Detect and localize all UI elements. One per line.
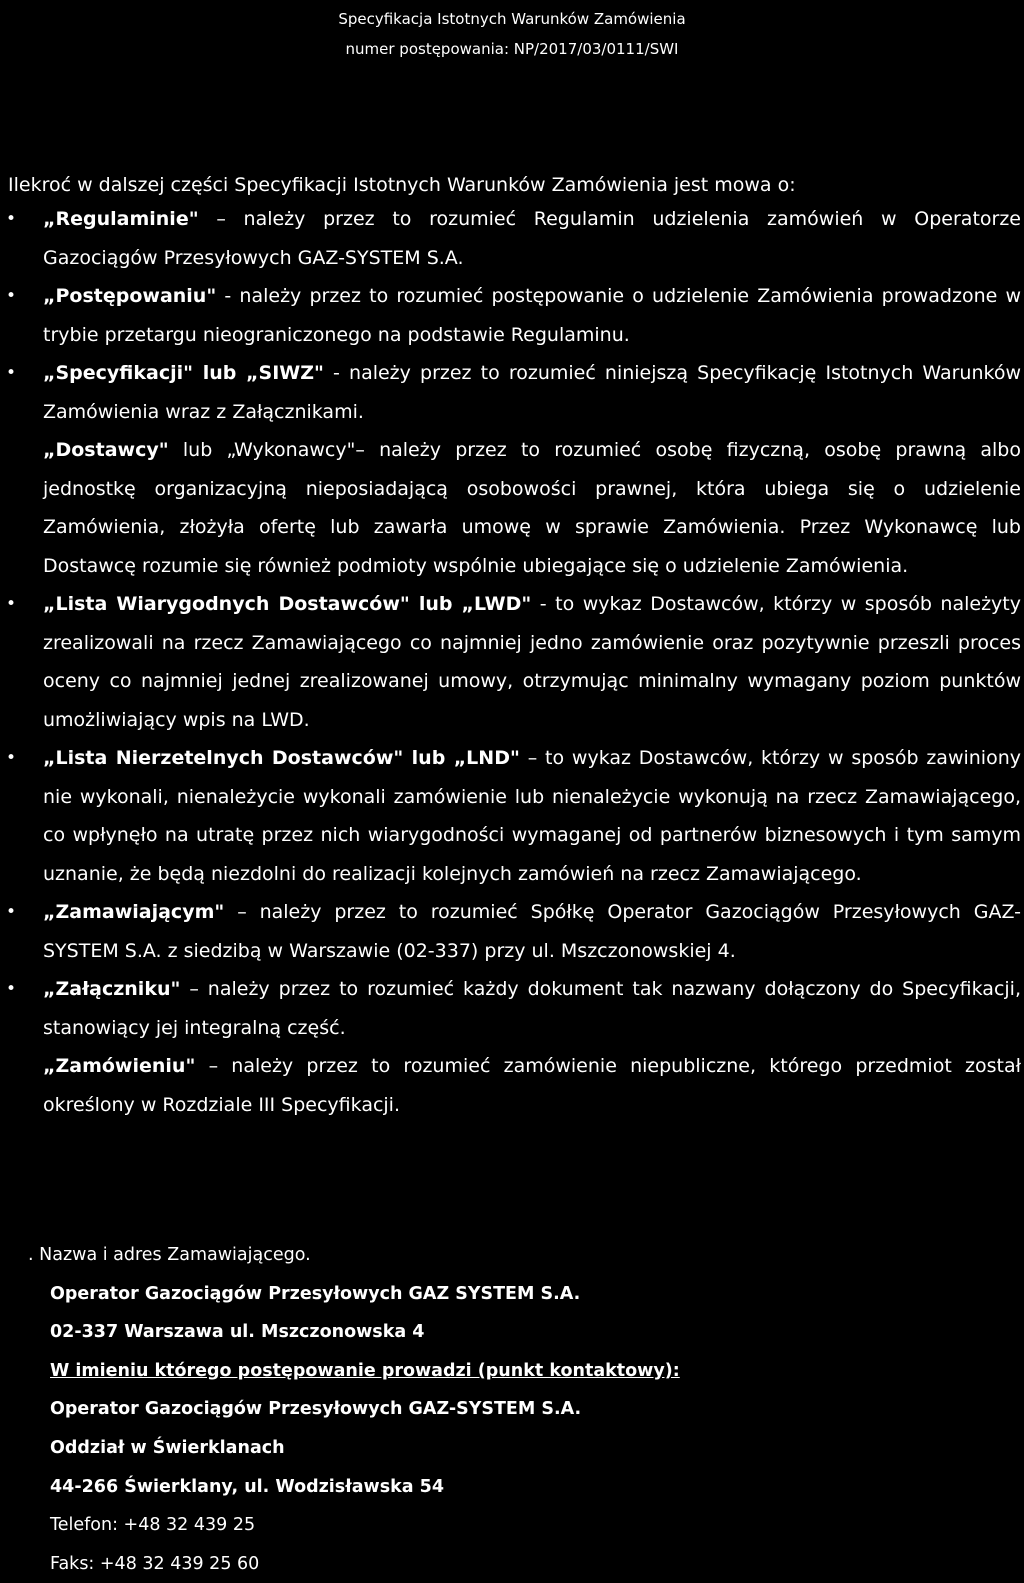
definition-item (0, 585, 1021, 739)
definition-item (0, 739, 1021, 893)
definition-text: - należy przez to rozumieć postępowanie o udzielenie Zamówienia prowadzone w trybie przetargu nieograniczonego na podstawie Regulaminu. (43, 285, 1021, 346)
definition-item (0, 893, 1021, 970)
definitions-list (0, 200, 1024, 1124)
section-heading: . Nazwa i adres Zamawiającego. (28, 1245, 311, 1265)
definition-text: – należy przez to rozumieć zamówienie niepubliczne, którego przedmiot został określony w Rozdziale III Specyfikacji. (43, 1055, 1021, 1116)
contact-point-heading: W imieniu którego postępowanie prowadzi (punkt kontaktowy): (50, 1360, 680, 1381)
bullet-icon: • (6, 902, 17, 922)
bullet-icon: • (6, 209, 17, 229)
definition-text: lub „Wykonawcy"– należy przez to rozumieć osobę fizyczną, osobę prawną albo jednostkę organizacyjną nieposiadającą osobowości prawnej, która ubiega się o udzielenie Zamówienia, złożyła ofertę lub zawarła umowę w sprawie Zamówienia. Przez Wykonawcę lub Dostawcę rozumie się również podmioty wspólnie ubiegające się o udzielenie Zamówienia. (43, 439, 1021, 577)
definition-item (0, 970, 1021, 1047)
definition-text: – należy przez to rozumieć Spółkę Operator Gazociągów Przesyłowych GAZ-SYSTEM S.A. z siedzibą w Warszawie (02-337) przy ul. Mszczonowskiej 4. (43, 901, 1021, 962)
phone-number: Telefon: +48 32 439 25 (50, 1515, 256, 1536)
definition-text: - należy przez to rozumieć niniejszą Specyfikację Istotnych Warunków Zamówienia wraz z Załącznikami. (43, 362, 1021, 423)
definition-text: - to wykaz Dostawców, którzy w sposób należyty zrealizowali na rzecz Zamawiającego co najmniej jedno zamówienie oraz pozytywnie przeszli proces oceny co najmniej jednej zrealizowanej umowy, otrzymując minimalny wymagany poziom punktów umożliwiający wpis na LWD. (43, 593, 1021, 731)
bullet-icon: • (6, 979, 17, 999)
definition-text: – należy przez to rozumieć Regulamin udzielenia zamówień w Operatorze Gazociągów Przesyłowych GAZ-SYSTEM S.A. (43, 208, 1021, 269)
bullet-icon: • (6, 594, 17, 614)
document-title: Specyfikacja Istotnych Warunków Zamówienia (338, 10, 686, 28)
definition-text: – to wykaz Dostawców, którzy w sposób zawiniony nie wykonali, nienależycie wykonali zamówienie lub nienależycie wykonują na rzecz Zamawiającego, co wpłynęło na utratę przez nich wiarygodności wymaganej od partnerów biznesowych i tym samym uznanie, że będą niezdolni do realizacji kolejnych zamówień na rzecz Zamawiającego. (43, 747, 1021, 885)
definition-item (0, 354, 1021, 431)
definition-term: „Zamawiającym" (43, 901, 225, 923)
definition-item (0, 1047, 1021, 1124)
contact-company-name: Operator Gazociągów Przesyłowych GAZ-SYSTEM S.A. (50, 1399, 582, 1420)
definition-term: „Zamówieniu" (43, 1055, 196, 1077)
branch-address: 44-266 Świerklany, ul. Wodzisławska 54 (50, 1476, 445, 1497)
definition-term: „Postępowaniu" (43, 285, 217, 307)
definition-item (0, 277, 1021, 354)
document-header (0, 4, 1024, 64)
definition-term: „Lista Nierzetelnych Dostawców" lub „LND" (43, 747, 520, 769)
proceeding-number: numer postępowania: NP/2017/03/0111/SWI (345, 40, 679, 58)
bullet-icon: • (6, 748, 17, 768)
branch-name: Oddział w Świerklanach (50, 1437, 285, 1458)
definition-term: „Załączniku" (43, 978, 181, 1000)
definition-term: „Lista Wiarygodnych Dostawców" lub „LWD" (43, 593, 532, 615)
definition-text: – należy przez to rozumieć każdy dokument tak nazwany dołączony do Specyfikacji, stanowiący jej integralną część. (43, 978, 1021, 1039)
definition-term: „Regulaminie" (43, 208, 199, 230)
intro-text: Ilekroć w dalszej części Specyfikacji Istotnych Warunków Zamówienia jest mowa o: (8, 174, 796, 196)
contracting-authority-section (28, 1236, 1008, 1583)
bullet-icon: • (6, 363, 17, 383)
definition-item (0, 431, 1021, 585)
fax-number: Faks: +48 32 439 25 60 (50, 1553, 260, 1574)
definition-term: „Dostawcy" (43, 439, 169, 461)
company-name: Operator Gazociągów Przesyłowych GAZ SYSTEM S.A. (50, 1283, 581, 1304)
definition-term: „Specyfikacji" lub „SIWZ" (43, 362, 324, 384)
definition-item (0, 200, 1021, 277)
company-address: 02-337 Warszawa ul. Mszczonowska 4 (50, 1322, 425, 1343)
bullet-icon: • (6, 286, 17, 306)
